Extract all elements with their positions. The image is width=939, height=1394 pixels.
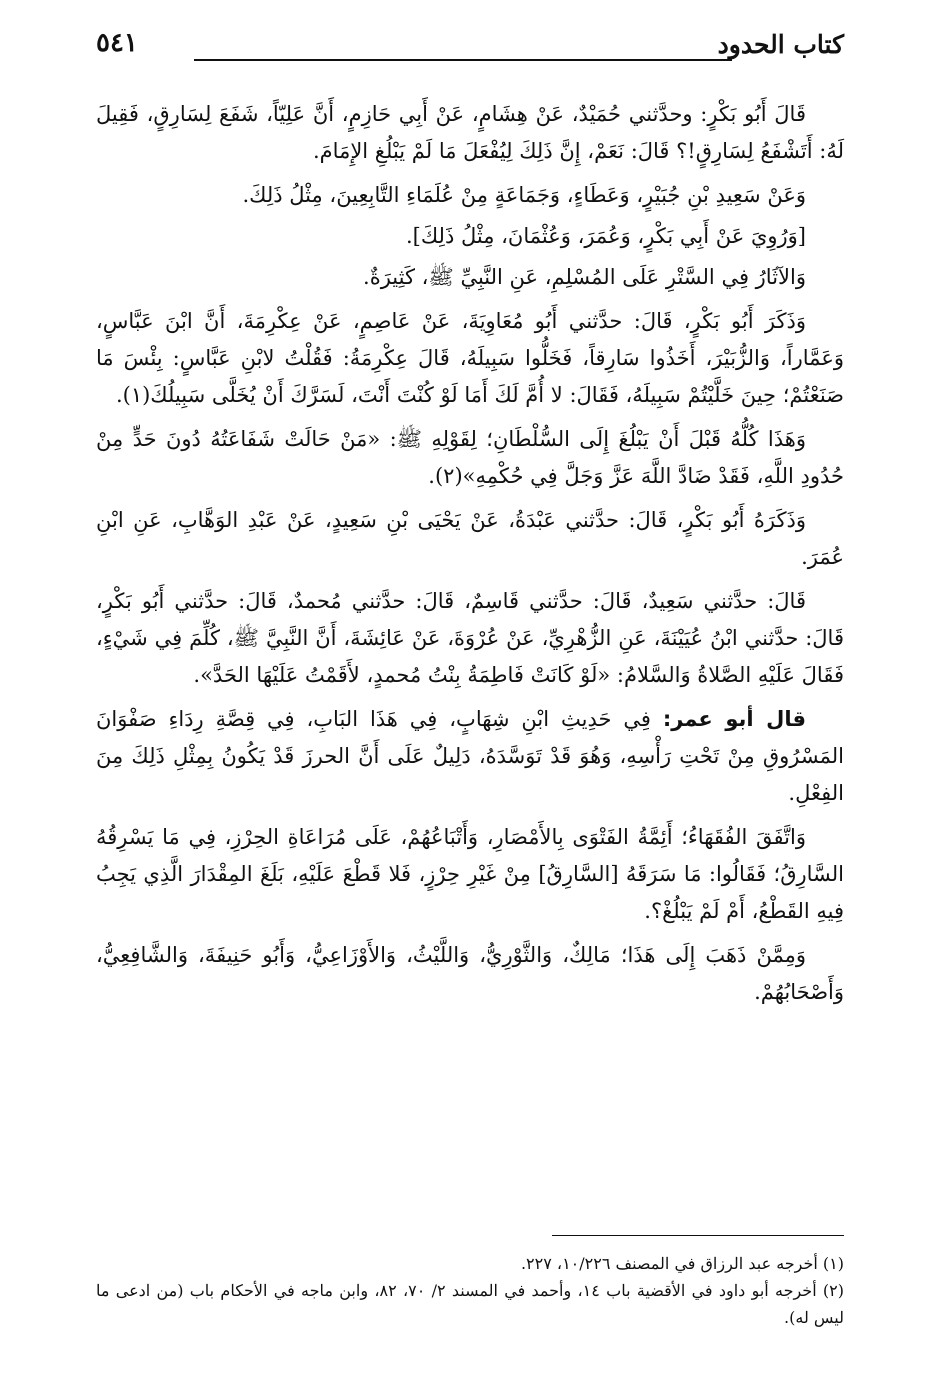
footnote: (٢) أخرجه أبو داود في الأقضية باب ١٤، وأحمد في المسند ٢/ ٧٠، ٨٢، وابن ماجه في الأحكام باب (من ادعى ما ليس له). (96, 1281, 845, 1327)
main-text (96, 96, 844, 1018)
paragraph (96, 96, 844, 170)
paragraph (96, 937, 844, 1011)
page-number: ٥٤١ (96, 28, 138, 58)
paragraph-text: وَهَذَا كُلُّهُ قَبْلَ أَنْ يَبْلُغَ إِلَى السُّلْطَانِ؛ لِقَوْلِهِ ﷺ: «مَنْ حَالَتْ شَفَاعَتُهُ دُونَ حَدٍّ مِنْ حُدُودِ اللَّهِ، فَقَدْ ضَادَّ اللَّهَ عَزَّ وَجَلَّ فِي حُكْمِهِ»(٢). (96, 427, 844, 488)
paragraph (96, 421, 844, 495)
paragraph-text: وَذَكَرَهُ أَبُو بَكْرٍ، قَالَ: حدَّثني عَبْدَةُ، عَنْ يَحْيَى بْنِ سَعِيدٍ، عَنْ عَبْدِ الوَهَّابِ، عَنِ ابْنِ عُمَرَ. (96, 508, 844, 569)
footnote-rule (552, 1235, 844, 1236)
paragraph-text: وَعَنْ سَعِيدِ بْنِ جُبَيْرٍ، وَعَطَاءٍ، وَجَمَاعَةٍ مِنْ عُلَمَاءِ التَّابِعِينَ، مِثْلُ ذَلِكَ. (242, 183, 806, 207)
paragraph-text: فِي حَدِيثِ ابْنِ شِهَابٍ، فِي هَذَا البَابِ، فِي قِصَّةِ رِدَاءِ صَفْوَانَ المَسْرُوقِ مِنْ تَحْتِ رَأْسِهِ، وَهُوَ قَدْ تَوَسَّدَهُ، دَلِيلٌ عَلَى أَنَّ الحرزَ قَدْ يَكُونُ بِمِثْلِ ذَلِكَ مِنَ الفِعْلِ. (96, 707, 844, 805)
paragraph (96, 259, 844, 296)
paragraph-text: وَاتَّفَقَ الفُقَهَاءُ؛ أَئِمَّةُ الفَتْوَى بِالأَمْصَارِ، وَأَتْبَاعُهُمْ، عَلَى مُرَاعَاةِ الحِرْزِ، فِي مَا يَسْرِقُهُ السَّارِقُ؛ فَقَالُوا: مَا سَرَقَهُ [السَّارِقُ] مِنْ غَيْرِ حِرْزٍ، فَلا قَطْعَ عَلَيْهِ، بَلَغَ المِقْدَارَ الَّذِي يَجِبُ فِيهِ القَطْعُ، أَمْ لَمْ يَبْلُغْ؟. (96, 825, 844, 923)
running-header (96, 26, 844, 66)
paragraph-text: وَمِمَّنْ ذَهَبَ إِلَى هَذَا؛ مَالِكٌ، وَالثَّوْرِيُّ، وَاللَّيْثُ، وَالأَوْزَاعِيُّ، وَأَبُو حَنِيفَةَ، وَالشَّافِعِيُّ، وَأَصْحَابُهُمْ. (96, 943, 844, 1004)
paragraph (96, 819, 844, 930)
footnotes (96, 1235, 844, 1331)
paragraph (96, 701, 844, 812)
paragraph (96, 218, 844, 255)
header-rule (194, 59, 732, 61)
paragraph-text: قَالَ أَبُو بَكْرٍ: وحدَّثني حُمَيْدٌ، عَنْ هِشَامٍ، عَنْ أَبِي حَازِمٍ، أَنَّ عَلِيّاً، شَفَعَ لِسَارِقٍ، فَقِيلَ لَهُ: أَتَشْفَعُ لِسَارِقٍ!؟ قَالَ: نَعَمْ، إِنَّ ذَلِكَ لِيُفْعَلَ مَا لَمْ يَبْلُغِ الإِمَامَ. (96, 102, 844, 163)
paragraph-text: وَالآثَارُ فِي السَّتْرِ عَلَى المُسْلِمِ، عَنِ النَّبِيِّ ﷺ، كَثِيرَةٌ. (363, 265, 806, 289)
paragraph-text: قَالَ: حدَّثني سَعِيدٌ، قَالَ: حدَّثني قَاسِمٌ، قَالَ: حدَّثني مُحمدٌ، قَالَ: حدَّثني أَبُو بَكْرٍ، قَالَ: حدَّثني ابْنُ عُيَيْنَةَ، عَنِ الزُّهْرِيِّ، عَنْ عُرْوَةَ، عَنْ عَائِشَةَ، أَنَّ النَّبِيَّ ﷺ، كُلِّمَ فِي شَيْءٍ، فَقَالَ عَلَيْهِ الصَّلاةُ وَالسَّلامُ: «لَوْ كَانَتْ فَاطِمَةُ بِنْتُ مُحمدٍ، لأَقَمْتُ عَلَيْهَا الحَدَّ». (96, 589, 844, 687)
paragraph-text: [وَرُوِيَ عَنْ أَبِي بَكْرٍ، وَعُمَرَ، وَعُثْمَانَ، مِثْلُ ذَلِكَ]. (405, 224, 806, 248)
paragraph (96, 502, 844, 576)
speaker-lead: قال أبو عمر: (662, 707, 807, 731)
footnote: (١) أخرجه عبد الرزاق في المصنف ١٠/٢٢٦، ٢٢٧. (520, 1254, 844, 1273)
footnote-list (96, 1250, 844, 1331)
paragraph (96, 303, 844, 414)
paragraph (96, 583, 844, 694)
paragraph-text: وَذَكَرَ أَبُو بَكْرٍ، قَالَ: حدَّثني أَبُو مُعَاوِيَةَ، عَنْ عَاصِمٍ، عَنْ عِكْرِمَةَ، أَنَّ ابْنَ عَبَّاسٍ، وَعَمَّاراً، وَالزُّبَيْرَ، أَخَذُوا سَارِقاً، فَخَلُّوا سَبِيلَهُ، قَالَ عِكْرِمَةُ: فَقُلْتُ لابْنِ عَبَّاسٍ: بِئْسَ مَا صَنَعْتُمْ؛ حِينَ خَلَّيْتُمْ سَبِيلَهُ، فَقَالَ: لا أُمَّ لَكَ أَمَا لَوْ كُنْتَ أَنْتَ، لَسَرَّكَ أَنْ يُخَلَّى سَبِيلُكَ(١). (96, 309, 844, 407)
chapter-title: كتاب الحدود (717, 30, 844, 59)
paragraph (96, 177, 844, 214)
